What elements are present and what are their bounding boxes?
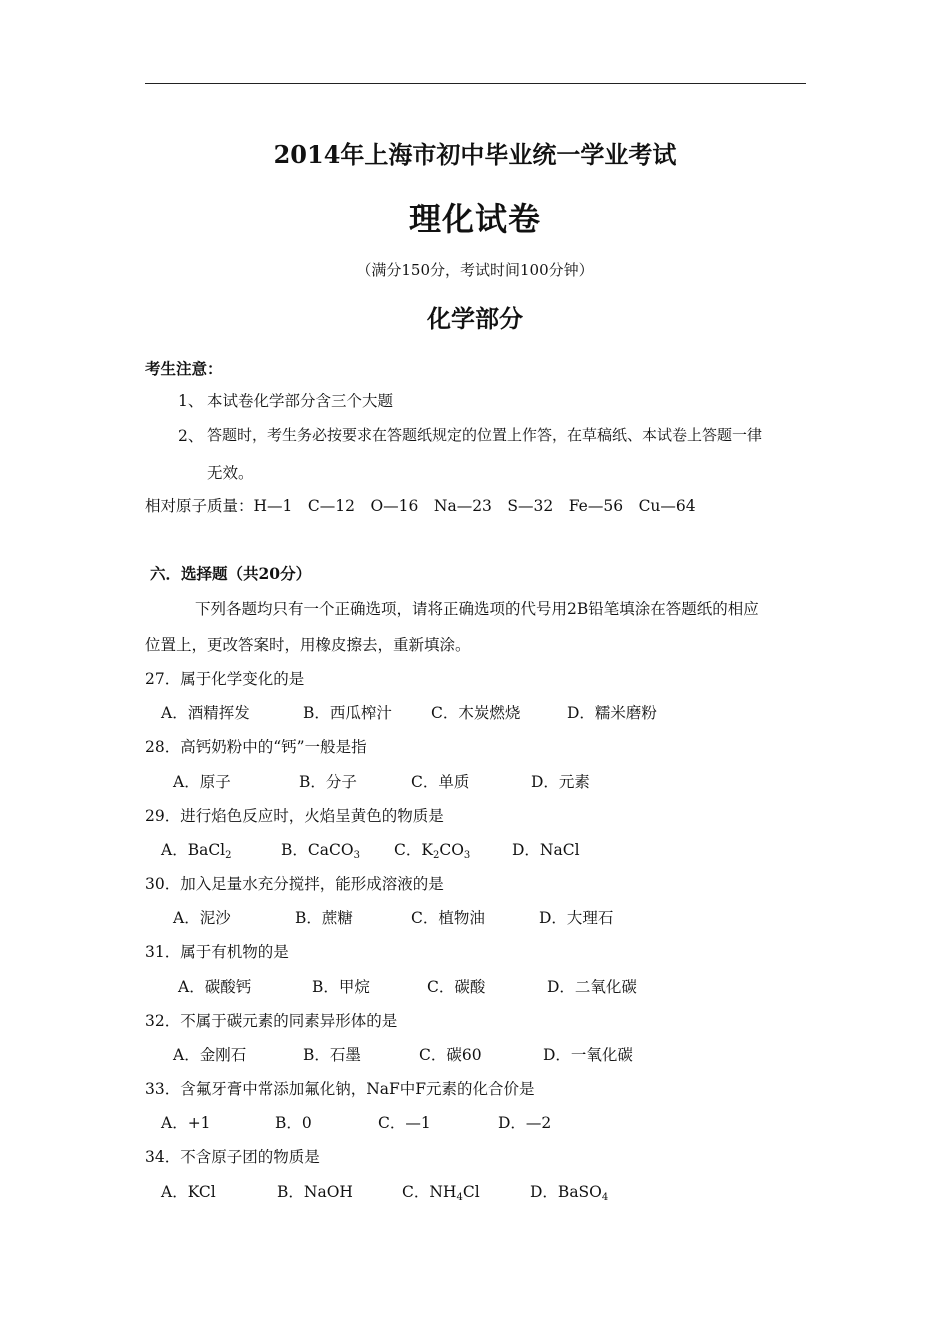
question-29-option-b: B．CaCO$_3$ <box>281 841 360 861</box>
question-31-option-d: D．二氧化碳 <box>547 978 637 996</box>
question-31-option-c: C．碳酸 <box>427 978 486 996</box>
question-30-option-d: D．大理石 <box>539 909 614 927</box>
question-34-option-d: D．BaSO$_4$ <box>530 1183 609 1203</box>
question-28-option-a: A．原子 <box>173 773 231 791</box>
question-29-option-d: D．NaCl <box>512 841 580 859</box>
header-rule <box>145 83 806 84</box>
part6-instruction-2: 位置上，更改答案时，用橡皮擦去，重新填涂。 <box>145 636 471 654</box>
part6-instruction-1: 下列各题均只有一个正确选项，请将正确选项的代号用2B铅笔填涂在答题纸的相应 <box>195 600 759 618</box>
question-33-option-a: A．+1 <box>161 1114 211 1132</box>
question-34-stem: 34．不含原子团的物质是 <box>145 1148 320 1166</box>
question-34-option-c: C．$NH_4Cl$ <box>402 1183 480 1203</box>
question-33-option-d: D．—2 <box>498 1114 552 1132</box>
notice-item-2-text: 答题时，考生务必按要求在答题纸规定的位置上作答，在草稿纸、本试卷上答题一律 <box>207 426 763 444</box>
atomic-masses: 相对原子质量：H—1 C—12 O—16 Na—23 S—32 Fe—56 Cu—64 <box>145 497 696 515</box>
notice-item-2-num: 2、 <box>178 427 204 445</box>
question-33-option-b: B．0 <box>275 1114 312 1132</box>
question-33-stem: 33．含氟牙膏中常添加氟化钠，NaF中F元素的化合价是 <box>145 1080 535 1098</box>
question-27-stem: 27．属于化学变化的是 <box>145 670 305 688</box>
full-mark-note: （满分150分，考试时间100分钟） <box>356 261 594 279</box>
question-32-option-b: B．石墨 <box>303 1046 361 1064</box>
question-34-option-a: A．KCl <box>161 1183 216 1201</box>
question-28-option-c: C．单质 <box>411 773 470 791</box>
question-29-option-a: A．BaCl$_2$ <box>161 841 232 861</box>
question-32-option-d: D．一氧化碳 <box>543 1046 633 1064</box>
question-30-option-b: B．蔗糖 <box>295 909 353 927</box>
question-32-stem: 32．不属于碳元素的同素异形体的是 <box>145 1012 398 1030</box>
question-28-option-b: B．分子 <box>299 773 357 791</box>
question-27-option-c: C．木炭燃烧 <box>431 704 521 722</box>
question-31-option-a: A．碳酸钙 <box>178 978 252 996</box>
question-34-option-b: B．NaOH <box>277 1183 353 1201</box>
question-28-option-d: D．元素 <box>531 773 590 791</box>
exam-subject: 理化试卷 <box>408 200 541 238</box>
question-29-stem: 29．进行焰色反应时，火焰呈黄色的物质是 <box>145 807 444 825</box>
question-28-stem: 28．高钙奶粉中的“钙”一般是指 <box>145 738 367 756</box>
question-32-option-c: C．碳60 <box>419 1046 482 1064</box>
question-31-stem: 31．属于有机物的是 <box>145 943 289 961</box>
question-32-option-a: A．金刚石 <box>173 1046 247 1064</box>
exam-title: 2014年上海市初中毕业统一学业考试 <box>273 140 677 169</box>
question-33-option-c: C．—1 <box>378 1114 431 1132</box>
notice-item-2-continuation: 无效。 <box>207 464 254 482</box>
notice-heading: 考生注意： <box>145 359 223 378</box>
section-title: 化学部分 <box>427 304 523 333</box>
notice-item-1-text: 本试卷化学部分含三个大题 <box>207 392 394 410</box>
question-27-option-b: B．西瓜榨汁 <box>303 704 392 722</box>
question-31-option-b: B．甲烷 <box>312 978 370 996</box>
notice-item-1-num: 1、 <box>178 392 204 410</box>
question-29-option-c: C．$K_2CO_3$ <box>394 841 471 861</box>
question-30-option-c: C．植物油 <box>411 909 485 927</box>
question-30-option-a: A．泥沙 <box>173 909 231 927</box>
question-27-option-d: D．糯米磨粉 <box>567 704 657 722</box>
question-30-stem: 30．加入足量水充分搅拌，能形成溶液的是 <box>145 875 444 893</box>
question-27-option-a: A．酒精挥发 <box>161 704 250 722</box>
part6-heading: 六．选择题（共20分） <box>150 564 312 583</box>
